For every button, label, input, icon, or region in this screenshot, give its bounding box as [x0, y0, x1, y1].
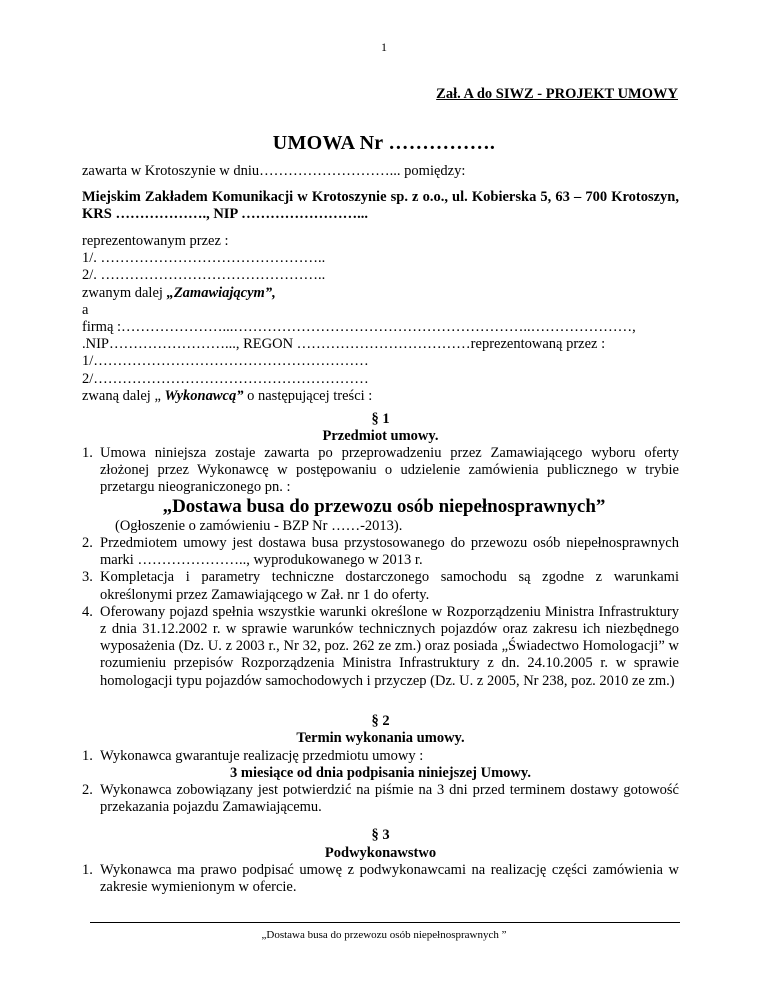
rep-line: 1/…………………………………………………	[82, 353, 369, 370]
section-1-sign: § 1	[371, 411, 390, 427]
section-2-sign: § 2	[371, 713, 390, 729]
zamawiajacy-label: „Zamawiającym”,	[166, 284, 276, 301]
rep-line: firmą :…………………...……………………………………………………..…………………,	[82, 319, 636, 336]
section-1-list-cont	[82, 535, 679, 690]
wykonawca-label: Wykonawcą”	[164, 387, 244, 404]
rep-line: zwanym dalej „Zamawiającym”,	[82, 284, 276, 301]
rep-line: 2/. ………………………………………..	[82, 267, 326, 284]
rep-line: reprezentowanym przez :	[82, 233, 229, 249]
section-2-list	[82, 748, 679, 765]
section-1-item-2: 2. Przedmiotem umowy jest dostawa busa przystosowanego do przewozu osób niepełnosprawnych marki ………………….., wyprodukowanego w 2013 r.	[82, 535, 679, 569]
rep-line: 1/. ………………………………………..	[82, 250, 326, 267]
rep-line: a	[82, 301, 89, 318]
party-one: Miejskim Zakładem Komunikacji w Krotoszynie sp. z o.o., ul. Kobierska 5, 63 – 700 Krotoszyn, KRS ………………., NIP ……………………...	[82, 189, 679, 223]
section-1-item-3: 3. Kompletacja i parametry techniczne dostarczonego samochodu są zgodne z warunkami określonymi przez Zamawiającego w Zał. nr 1 do oferty.	[82, 569, 679, 603]
parties-representation	[82, 233, 679, 405]
tender-name: „Dostawa busa do przewozu osób niepełnosprawnych”	[162, 496, 606, 517]
section-1-item-4: 4. Oferowany pojazd spełnia wszystkie warunki określone w Rozporządzeniu Ministra Infrastruktury z dnia 31.12.2002 r. w sprawie warunków technicznych pojazdów oraz zakresu ich niezbędnego wyposażenia (Dz. U. z 2003 r., Nr 32, poz. 262 ze zm.) oraz posiada „Świadectwo Homologacji” w rozumieniu przepisów Rozporządzenia Ministra Infrastruktury z dn. 24.10.2005 r. w sprawie homologacji typu pojazdów samochodowych i przyczep (Dz. U. z 2005, Nr 238, poz. 2010 ze zm.)	[82, 603, 679, 689]
section-2-deadline: 3 miesiące od dnia podpisania niniejszej Umowy.	[230, 765, 531, 781]
section-1-item-1: 1. Umowa niniejsza zostaje zawarta po przeprowadzeniu przez Zamawiającego wyboru oferty złożonej przez Wykonawcę w postępowaniu o udzielenie zamówienia publicznego w trybie przetargu nieograniczonego pn. :	[82, 445, 679, 496]
attachment-title: Zał. A do SIWZ - PROJEKT UMOWY	[436, 86, 678, 102]
footer-divider	[90, 922, 680, 923]
rep-line: 2/…………………………………………………	[82, 370, 369, 387]
contract-title: UMOWA Nr …………….	[272, 132, 496, 154]
rep-line: .NIP……………………..., REGON ………………………………reprezentowaną przez :	[82, 336, 606, 353]
section-3-sign: § 3	[371, 827, 390, 843]
page-number: 1	[381, 40, 387, 54]
section-3-list	[82, 862, 679, 896]
section-2-item-2: 2. Wykonawca zobowiązany jest potwierdzić na piśmie na 3 dni przed terminem dostawy gotowość przekazania pojazdu Zamawiającemu.	[82, 782, 679, 816]
intro-line: zawarta w Krotoszynie w dniu………………………... pomiędzy:	[82, 163, 466, 179]
rep-line: zwaną dalej „ Wykonawcą” o następującej treści :	[82, 387, 373, 404]
section-2-list-cont	[82, 782, 679, 816]
section-3-heading: Podwykonawstwo	[324, 845, 437, 861]
section-1-list	[82, 445, 679, 497]
page-footer: „Dostawa busa do przewozu osób niepełnosprawnych ”	[261, 929, 507, 941]
section-2-heading: Termin wykonania umowy.	[296, 730, 465, 746]
section-1-heading: Przedmiot umowy.	[322, 428, 439, 444]
section-3-item-1: 1. Wykonawca ma prawo podpisać umowę z podwykonawcami na realizację części zamówienia w zakresie wymienionym w ofercie.	[82, 862, 679, 896]
section-2-item-1: 1. Wykonawca gwarantuje realizację przedmiotu umowy :	[82, 748, 424, 764]
tender-notice: (Ogłoszenie o zamówieniu - BZP Nr ……-2013).	[115, 518, 403, 534]
